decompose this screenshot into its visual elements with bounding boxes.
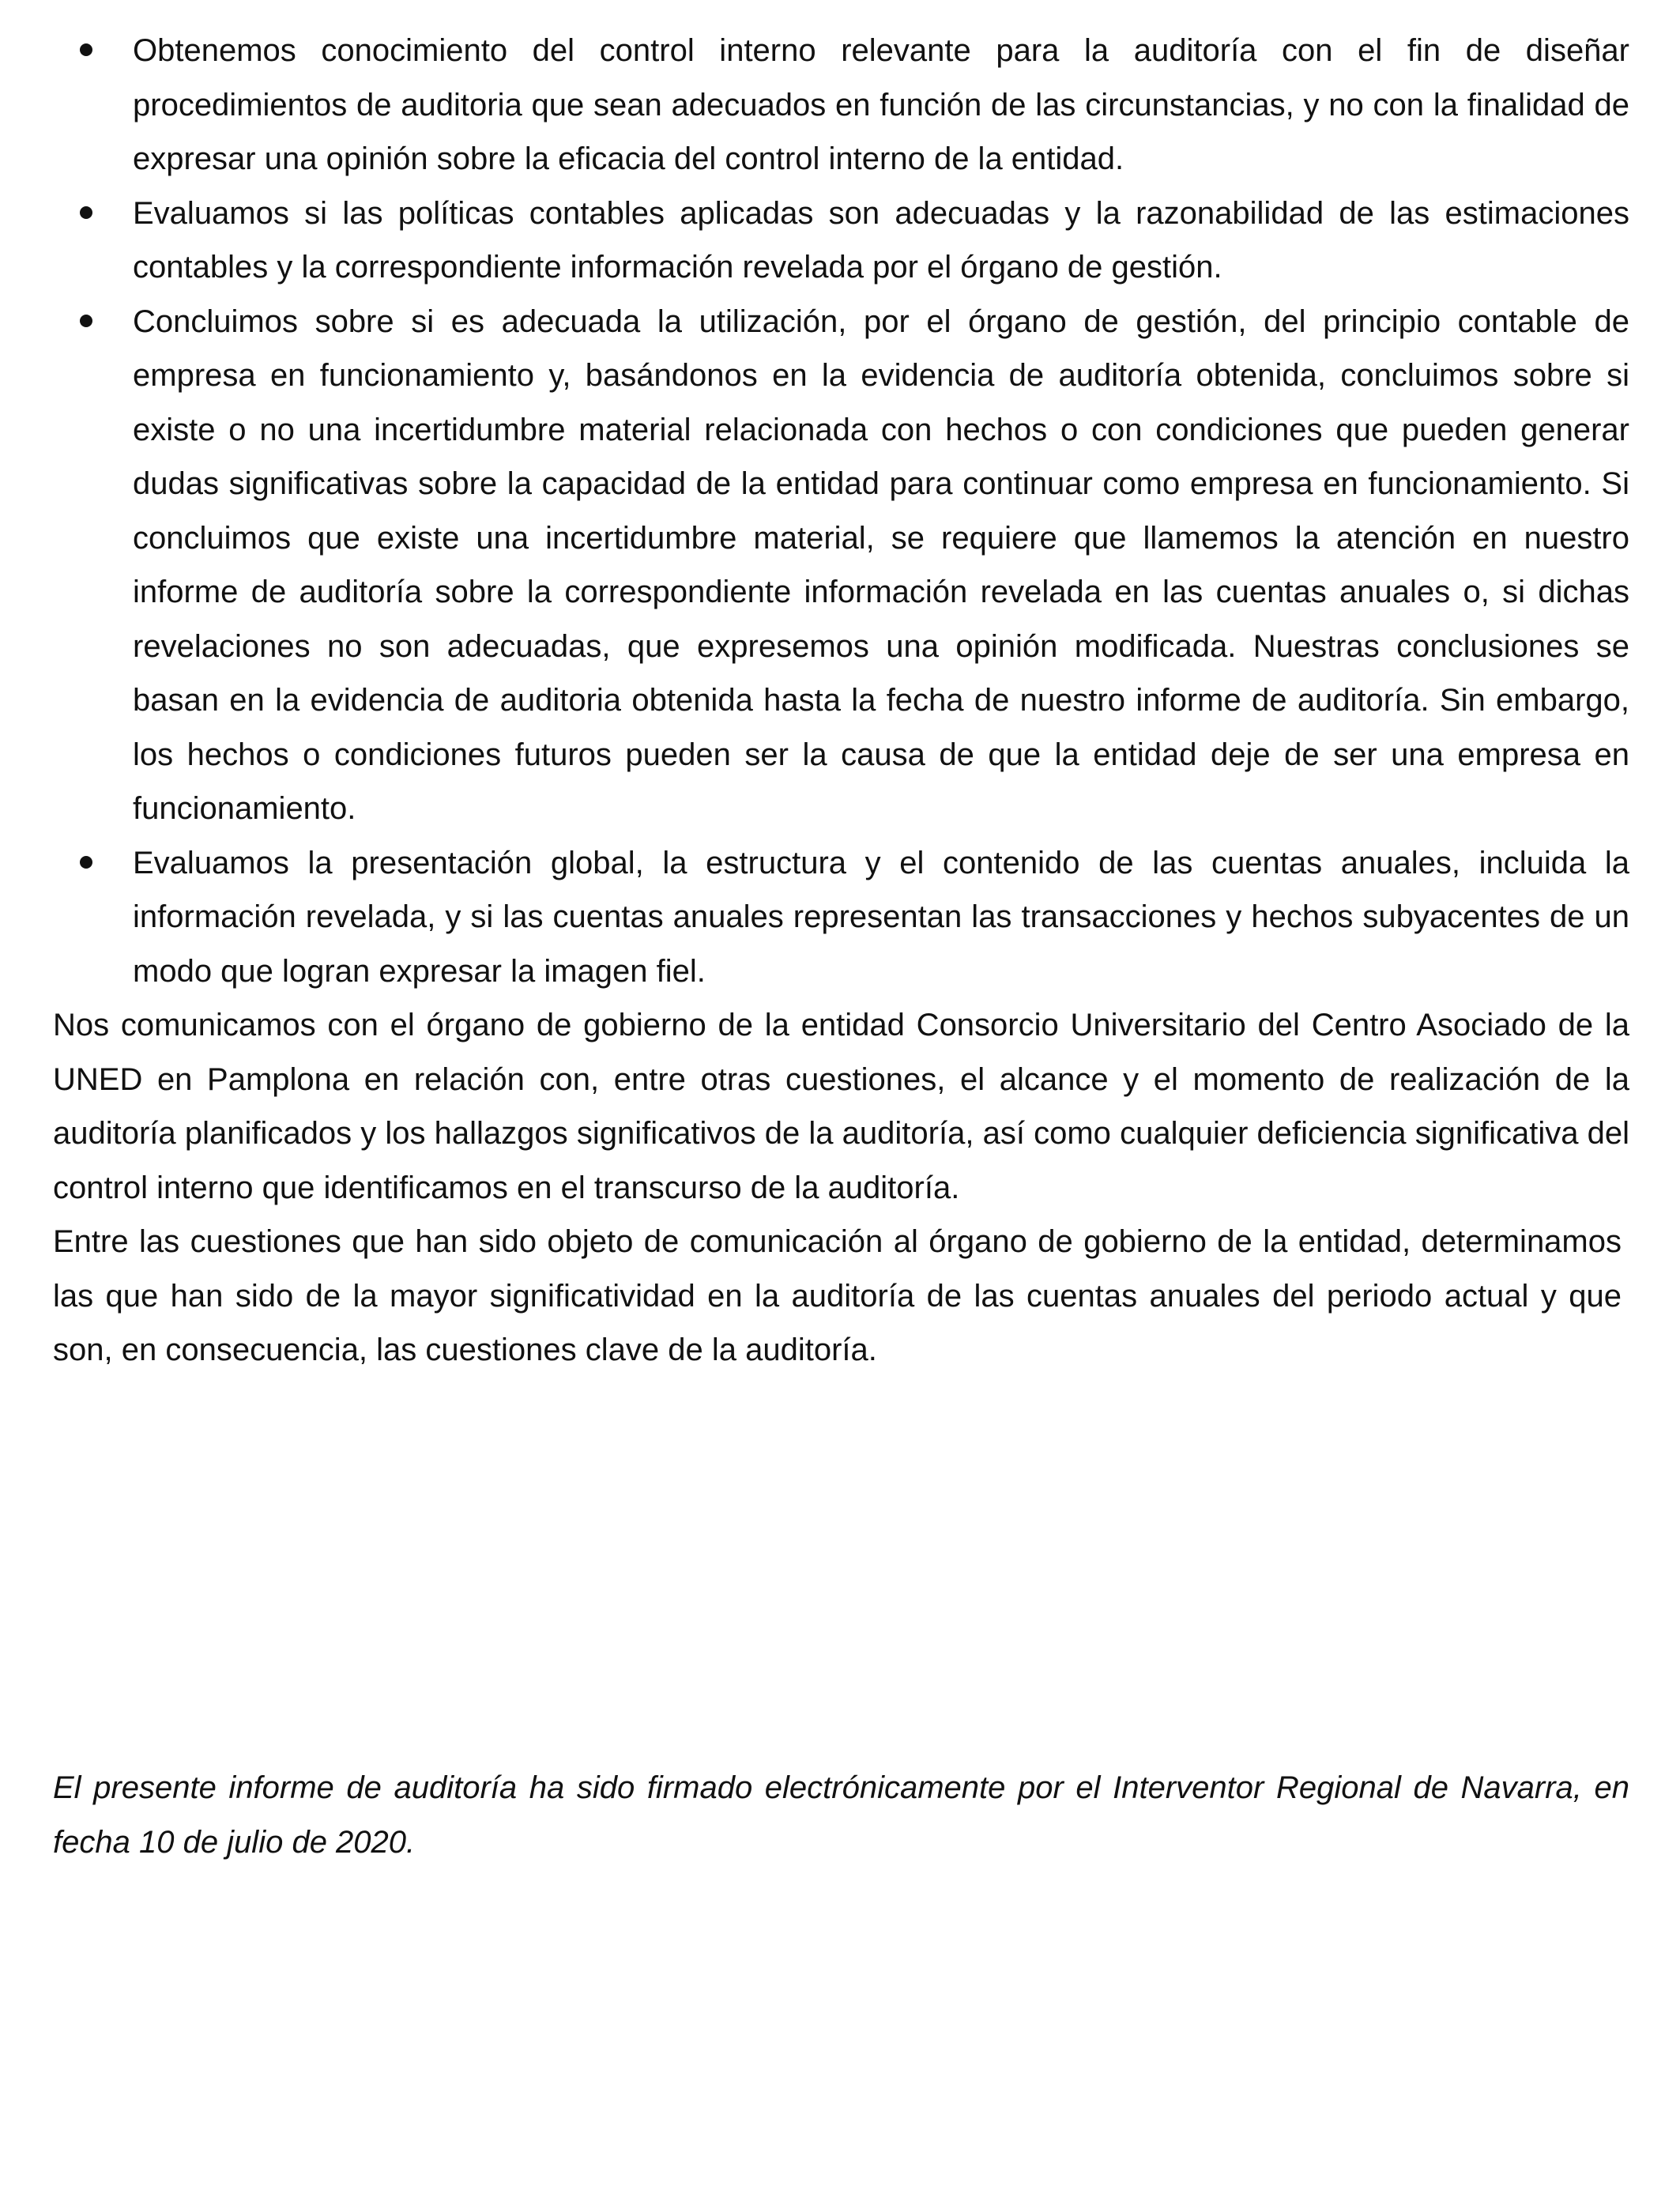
document-body — [53, 24, 1629, 1378]
bullet-icon — [80, 856, 92, 869]
list-item — [53, 24, 1629, 187]
list-item-text: Evaluamos si las políticas contables aplicadas son adecuadas y la razonabilidad de las estimaciones contables y la correspondiente información revelada por el órgano de gestión. — [133, 195, 1629, 285]
key-matters-paragraph: Entre las cuestiones que han sido objeto de comunicación al órgano de gobierno de la entidad, determinamos las que han sido de la mayor significatividad en la auditoría de las cuentas anuales del periodo actual y que son, en consecuencia, las cuestiones clave de la auditoría. — [53, 1224, 1622, 1367]
signature-note: El presente informe de auditoría ha sido firmado electrónicamente por el Interventor Regional de Navarra, en fecha 10 de julio de 2020. — [53, 1770, 1629, 1860]
bullet-icon — [80, 315, 92, 327]
list-item-text: Obtenemos conocimiento del control interno relevante para la auditoría con el fin de diseñar procedimientos de auditoria que sean adecuados en función de las circunstancias, y no con la finalidad de expresar una opinión sobre la eficacia del control interno de la entidad. — [133, 33, 1629, 176]
bullet-icon — [80, 206, 92, 219]
list-item-text: Concluimos sobre si es adecuada la utilización, por el órgano de gestión, del principio contable de empresa en funcionamiento y, basándonos en la evidencia de auditoría obtenida, concluimos sobre si existe o no una incertidumbre material relacionada con hechos o con condiciones que pueden generar dudas significativas sobre la capacidad de la entidad para continuar como empresa en funcionamiento. Si concluimos que existe una incertidumbre material, se requiere que llamemos la atención en nuestro informe de auditoría sobre la correspondiente información revelada en las cuentas anuales o, si dichas revelaciones no son adecuadas, que expresemos una opinión modificada. Nuestras conclusiones se basan en la evidencia de auditoria obtenida hasta la fecha de nuestro informe de auditoría. Sin embargo, los hechos o condiciones futuros pueden ser la causa de que la entidad deje de ser una empresa en funcionamiento. — [133, 303, 1629, 826]
list-item — [53, 836, 1629, 999]
communication-paragraph: Nos comunicamos con el órgano de gobierno de la entidad Consorcio Universitario del Centro Asociado de la UNED en Pamplona en relación con, entre otras cuestiones, el alcance y el momento de realización de la auditoría planificados y los hallazgos significativos de la auditoría, así como cualquier deficiencia significativa del control interno que identificamos en el transcurso de la auditoría. — [53, 1008, 1629, 1205]
list-item-text: Evaluamos la presentación global, la estructura y el contenido de las cuentas anuales, incluida la información revelada, y si las cuentas anuales representan las transacciones y hechos subyacentes de un modo que logran expresar la imagen fiel. — [133, 845, 1629, 989]
procedures-list — [53, 24, 1629, 998]
bullet-icon — [80, 43, 92, 56]
list-item — [53, 187, 1629, 295]
list-item — [53, 295, 1629, 836]
